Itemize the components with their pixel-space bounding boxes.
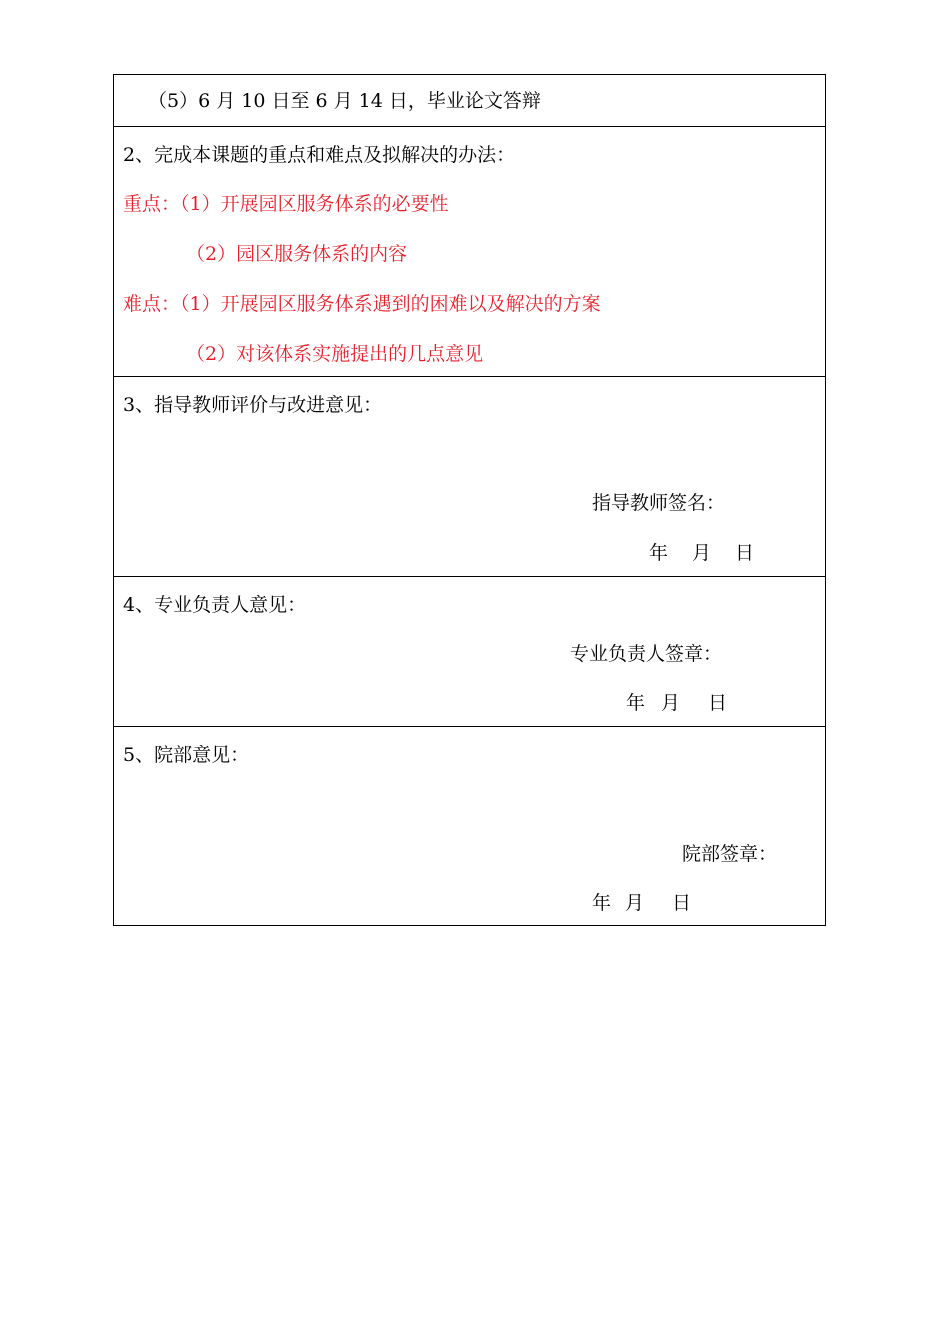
department-date [592, 891, 691, 915]
key-points-line-1 [123, 192, 449, 216]
day-label: 日 [672, 892, 692, 914]
difficulty-2: （2）对该体系实施提出的几点意见 [186, 343, 484, 365]
department-comment-row [114, 726, 825, 925]
schedule-row [114, 75, 825, 126]
advisor-comment-row [114, 376, 825, 576]
section-2-heading: 2、完成本课题的重点和难点及拟解决的办法： [123, 144, 516, 166]
year-label: 年 [592, 892, 612, 914]
advisor-date [649, 541, 754, 565]
section-3-heading: 3、指导教师评价与改进意见： [123, 394, 383, 416]
key-point-1: （1）开展园区服务体系的必要性 [180, 193, 449, 215]
difficulty-label: 难点： [123, 293, 181, 315]
evaluation-table [113, 74, 826, 926]
key-points-label: 重点： [123, 193, 181, 215]
schedule-item-5: （5）6 月 10 日至 6 月 14 日，毕业论文答辩 [148, 90, 541, 112]
major-head-comment-row [114, 576, 825, 726]
major-head-date [626, 691, 727, 715]
month-label: 月 [661, 692, 681, 714]
advisor-signature-label: 指导教师签名： [592, 492, 726, 514]
day-label: 日 [735, 542, 755, 564]
month-label: 月 [625, 892, 645, 914]
difficulty-line-1 [123, 292, 601, 316]
section-5-heading: 5、院部意见： [123, 744, 250, 766]
difficulty-1: （1）开展园区服务体系遇到的困难以及解决的方案 [180, 293, 601, 315]
key-difficulty-row [114, 126, 825, 376]
year-label: 年 [626, 692, 646, 714]
department-signature-label: 院部签章： [682, 843, 778, 865]
year-label: 年 [649, 542, 669, 564]
day-label: 日 [708, 692, 728, 714]
month-label: 月 [692, 542, 712, 564]
section-4-heading: 4、专业负责人意见： [123, 594, 307, 616]
key-point-2: （2）园区服务体系的内容 [186, 243, 408, 265]
major-head-signature-label: 专业负责人签章： [570, 643, 723, 665]
